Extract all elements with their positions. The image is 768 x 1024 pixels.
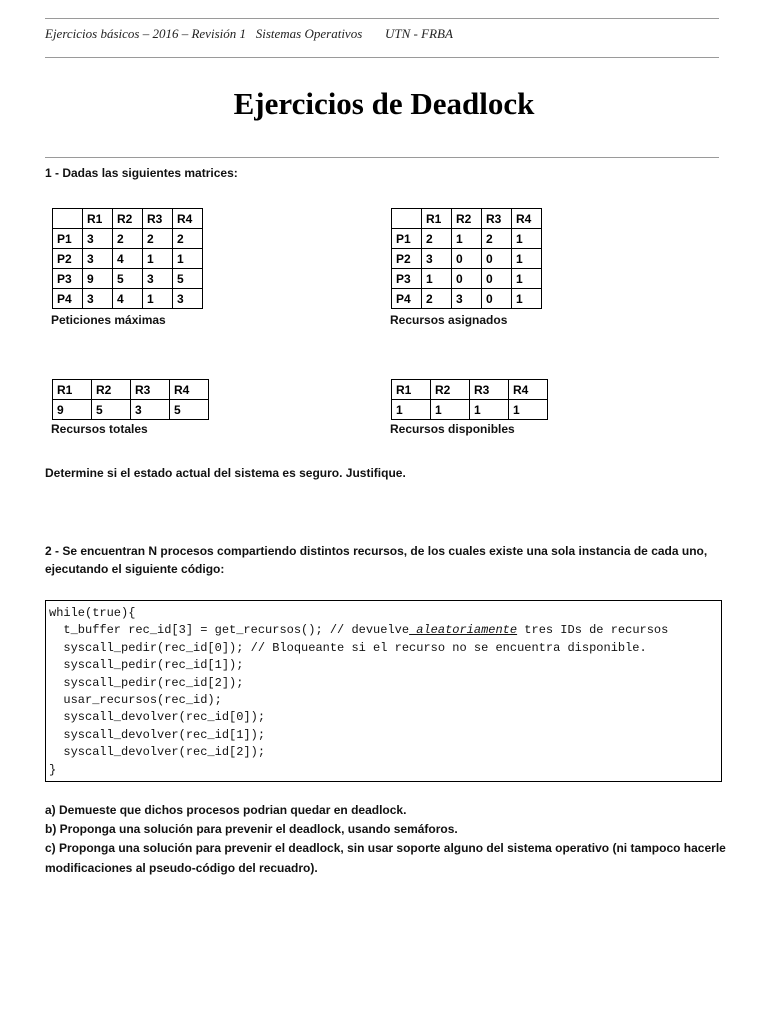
code-line: } [49,762,57,777]
exercise-2-intro-line2: ejecutando el siguiente código: [45,562,225,576]
table-cell: R2 [452,209,482,229]
code-line: syscall_devolver(rec_id[1]); [49,727,266,742]
code-line: syscall_pedir(rec_id[0]); // Bloqueante si el recurso no se encuentra disponible. [49,640,647,655]
table-cell: P3 [392,269,422,289]
table-cell: 5 [170,400,209,420]
table-row [53,289,203,309]
exercise-1-intro: 1 - Dadas las siguientes matrices: [45,166,238,180]
table-cell: 0 [482,249,512,269]
table-cell: R4 [509,380,548,400]
exercise-2-part-c-line1: c) Proponga una solución para prevenir el deadlock, sin usar soporte alguno del sistema operativo (ni tampoco hacerle [45,841,726,855]
code-line: usar_recursos(rec_id); [49,693,222,708]
table-cell: P2 [392,249,422,269]
table-cell: R3 [470,380,509,400]
exercise-2-part-a: a) Demueste que dichos procesos podrian quedar en deadlock. [45,803,407,817]
table-cell: P3 [53,269,83,289]
table-row [53,229,203,249]
table-cell: 1 [470,400,509,420]
table-cell [53,209,83,229]
table-cell: 3 [131,400,170,420]
table-cell [392,209,422,229]
available-resources-table [391,379,548,420]
table-cell: 0 [452,269,482,289]
total-resources-caption: Recursos totales [51,422,148,436]
page-title: Ejercicios de Deadlock [233,86,535,121]
running-header: Ejercicios básicos – 2016 – Revisión 1 Sistemas Operativos UTN - FRBA [45,26,453,41]
table-header-row [392,209,542,229]
total-resources-table [52,379,209,420]
table-cell: 5 [92,400,131,420]
table-cell: R2 [431,380,470,400]
table-cell: 5 [173,269,203,289]
table-cell: 3 [83,289,113,309]
table-cell: 1 [143,289,173,309]
table-cell: 2 [113,229,143,249]
table-cell: 3 [143,269,173,289]
table-cell: 3 [83,249,113,269]
table-cell: R2 [113,209,143,229]
table-cell: 3 [422,249,452,269]
table-row [53,249,203,269]
table-cell: R3 [143,209,173,229]
assigned-resources-caption: Recursos asignados [390,313,508,327]
table-row [392,269,542,289]
table-cell: 0 [452,249,482,269]
table-cell: 2 [143,229,173,249]
table-cell: P4 [53,289,83,309]
code-block [49,605,668,779]
table-cell: R3 [482,209,512,229]
code-emphasis: aleatoriamente [409,623,518,638]
table-cell: 3 [83,229,113,249]
table-cell: 9 [53,400,92,420]
table-cell: P1 [53,229,83,249]
table-cell: 2 [422,289,452,309]
table-row [53,400,209,420]
table-cell: R1 [83,209,113,229]
table-row [392,229,542,249]
max-requests-table [52,208,203,309]
table-cell: R4 [170,380,209,400]
table-cell: 2 [482,229,512,249]
table-cell: R1 [53,380,92,400]
table-cell: 1 [392,400,431,420]
exercise-2-part-b: b) Proponga una solución para prevenir el deadlock, usando semáforos. [45,822,458,836]
header-top-rule [45,18,719,19]
table-row [392,249,542,269]
table-row [392,400,548,420]
table-cell: 1 [431,400,470,420]
table-header-row [53,209,203,229]
max-requests-caption: Peticiones máximas [51,313,166,327]
table-cell: 1 [512,289,542,309]
table-cell: 1 [509,400,548,420]
assigned-resources-table [391,208,542,309]
table-row [392,289,542,309]
code-line: t_buffer rec_id[3] = get_recursos(); // devuelve [49,623,410,638]
code-line: syscall_devolver(rec_id[2]); [49,745,266,760]
table-cell: 2 [173,229,203,249]
table-cell: P2 [53,249,83,269]
header-bottom-rule [45,57,719,58]
table-cell: R3 [131,380,170,400]
table-cell: R1 [422,209,452,229]
table-cell: 1 [422,269,452,289]
table-cell: 4 [113,249,143,269]
code-line: while(true){ [49,606,136,620]
table-header-row [392,380,548,400]
available-resources-caption: Recursos disponibles [390,422,515,436]
table-cell: P1 [392,229,422,249]
code-line: syscall_pedir(rec_id[2]); [49,675,244,690]
table-cell: P4 [392,289,422,309]
table-cell: 1 [512,229,542,249]
code-line: tres IDs de recursos [517,623,669,638]
code-line: syscall_pedir(rec_id[1]); [49,658,244,673]
exercise-2-part-c-line2: modificaciones al pseudo-código del recuadro). [45,861,318,875]
table-row [53,269,203,289]
table-cell: 1 [452,229,482,249]
code-line: syscall_devolver(rec_id[0]); [49,710,266,725]
table-cell: 0 [482,269,512,289]
table-cell: 1 [173,249,203,269]
table-cell: 9 [83,269,113,289]
table-cell: 5 [113,269,143,289]
table-cell: R4 [512,209,542,229]
title-rule [45,157,719,158]
table-cell: R1 [392,380,431,400]
exercise-1-question: Determine si el estado actual del sistema es seguro. Justifique. [45,466,406,480]
table-cell: 0 [482,289,512,309]
table-cell: 1 [512,249,542,269]
table-cell: 1 [143,249,173,269]
table-cell: 4 [113,289,143,309]
exercise-2-intro-line1: 2 - Se encuentran N procesos compartiendo distintos recursos, de los cuales existe una sola instancia de cada uno, [45,544,708,558]
table-cell: 1 [512,269,542,289]
table-cell: R2 [92,380,131,400]
table-cell: 2 [422,229,452,249]
table-cell: 3 [173,289,203,309]
table-cell: 3 [452,289,482,309]
table-header-row [53,380,209,400]
table-cell: R4 [173,209,203,229]
